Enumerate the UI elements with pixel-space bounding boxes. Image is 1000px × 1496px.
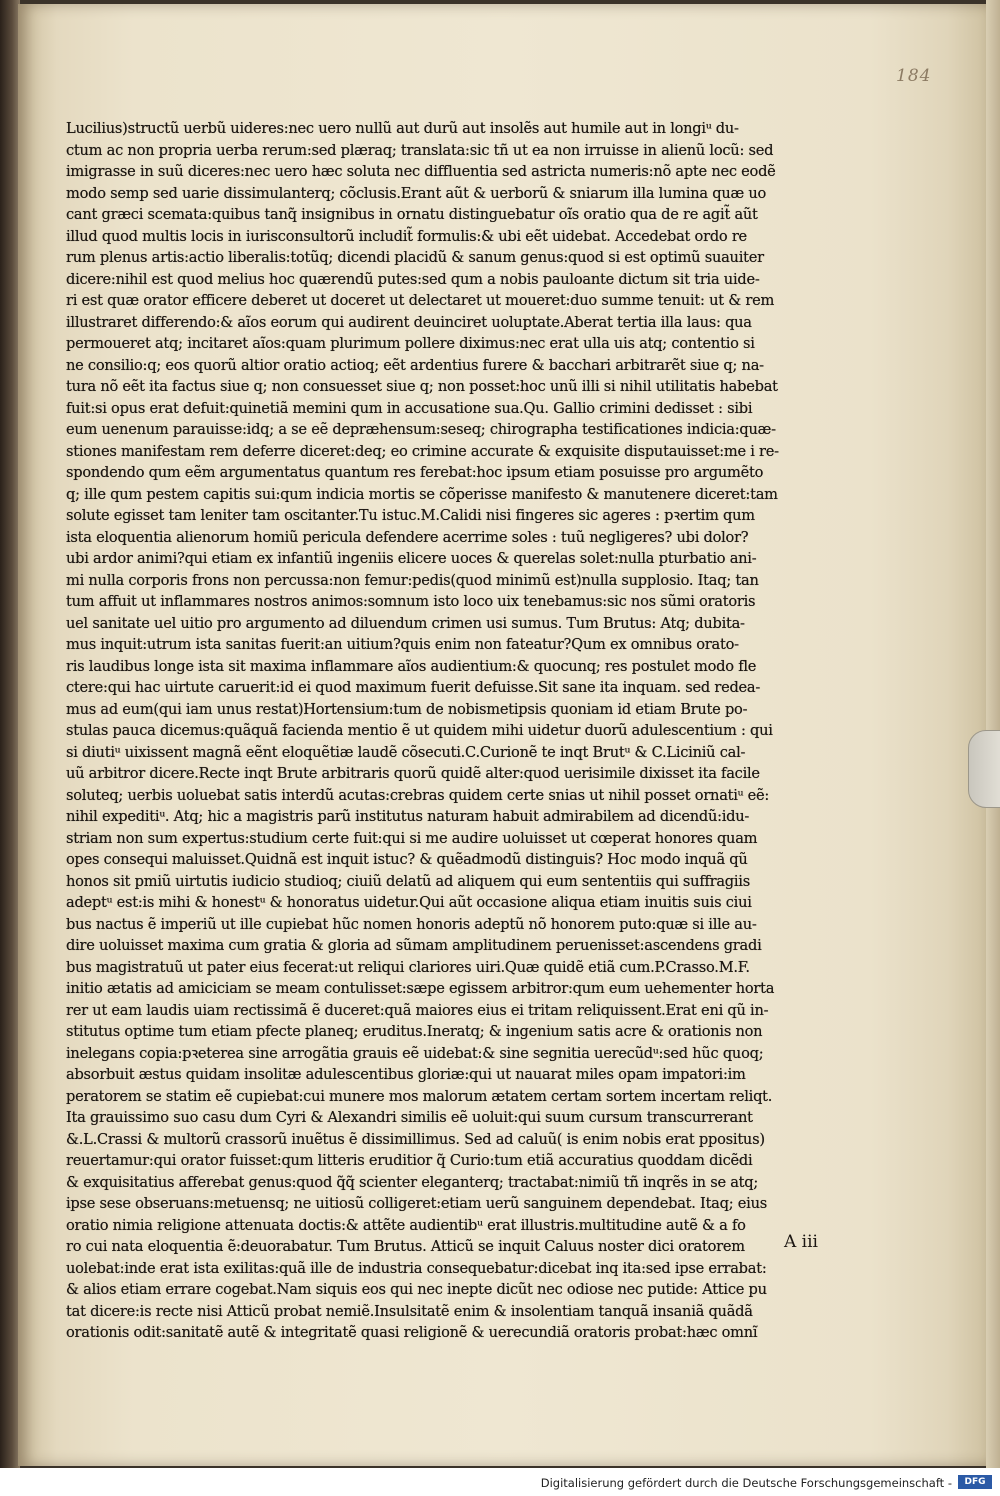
text-line: nihil expeditiᵘ. Atq; hic a magistris parũ institutus naturam habuit admirabilem ad dicendũ:idu- — [66, 808, 750, 825]
text-line: uũ arbitror dicere.Recte inqt Brute arbitraris quorũ quidẽ alter:quod uerisimile dixisset ita facile — [66, 765, 760, 782]
text-line: q; ille qum pestem capitis sui:qum indicia mortis se cõperisse manifesto & manutenere diceret:tam — [66, 485, 778, 503]
text-line: imigrasse in suũ diceres:nec uero hæc soluta nec diffluentia sed astricta numeris:nõ apte nec eodẽ — [66, 163, 776, 180]
text-line: ubi ardor animi?qui etiam ex infantiũ ingeniis elicere uoces & querelas solet:nulla pturbatio ani- — [66, 550, 757, 567]
text-line: inelegans copia:pꝛeterea sine arrogãtia grauis eẽ uidebat:& sine segnitia uerecũdᵘ:sed hũc quoq; — [66, 1044, 764, 1062]
text-line: solute egisset tam leniter tam oscitanter.Tu istuc.M.Calidi nisi fingeres sic ageres : pꝛertim qum — [66, 507, 755, 524]
text-line: adeptᵘ est:is mihi & honestᵘ & honoratus uidetur.Qui aũt occasione aliqua etiam inuitis suis ciui — [66, 894, 752, 911]
text-line: illud quod multis locis in iurisconsultorũ includit̃ formulis:& ubi eẽt uidebat. Accedebat ordo re — [66, 227, 747, 245]
folio-number: 184 — [896, 66, 932, 86]
text-line: tum affuit ut inflammares nostros animos:somnum isto loco uix tenebamus:sic nos sũmi oratoris — [66, 593, 756, 610]
text-line: stitutus optime tum etiam pfecte planeq; eruditus.Ineratq; & ingenium satis acre & orationis non — [66, 1023, 763, 1040]
text-line: si diutiᵘ uixissent magnã eẽnt eloquẽtiæ laudẽ cõsecuti.C.Curionẽ te inqt Brutᵘ & C.Liciniũ cal- — [66, 743, 746, 761]
text-line: dicere:nihil est quod melius hoc quærendũ putes:sed qum a nobis pauloante dictum sit tria uide- — [66, 270, 760, 288]
text-line: ri est quæ orator efficere deberet ut doceret ut delectaret ut moueret:duo summe tenuit: ut & rem — [66, 292, 775, 309]
text-line: &.L.Crassi & multorũ crassorũ inuẽtus ẽ dissimillimus. Sed ad caluũ( is enim nobis erat ppositus) — [66, 1130, 765, 1148]
text-line: rer ut eam laudis uiam rectissimã ẽ duceret:quã maiores eius ei tritam reliquissent.Erat eni qũ in- — [66, 1001, 769, 1019]
text-line: ctum ac non propria uerba rerum:sed plæraq; translata:sic tñ ut ea non irruisse in alienũ locũ: sed — [66, 141, 774, 159]
text-line: & alios etiam errare cogebat.Nam siquis eos qui nec inepte dicũt nec odiose nec putide: Attice pu — [66, 1281, 767, 1298]
text-line: mus inquit:utrum ista sanitas fuerit:an uitium?quis enim non fateatur?Qum ex omnibus orato- — [66, 636, 739, 653]
text-line: mi nulla corporis frons non percussa:non femur:pedis(quod minimũ est)nulla supplosio. Itaq; tan — [66, 571, 759, 589]
previous-page-edge — [0, 0, 20, 1468]
text-line: tat dicere:is recte nisi Atticũ probat nemiẽ.Insulsitatẽ enim & insolentiam tanquã insaniã quãdã — [66, 1302, 753, 1320]
text-line: ctere:qui hac uirtute caruerit:id ei quod maximum fuerit defuisse.Sit sane ita inquam. sed redea- — [66, 679, 761, 696]
text-line: uel sanitate uel uitio pro argumento ad diluendum crimen usi sumus. Tum Brutus: Atq; dubita- — [66, 614, 745, 632]
text-line: fuit:si opus erat defuit:quinetiã memini qum in accusatione sua.Qu. Gallio crimini dedisset : sibi — [66, 399, 753, 417]
text-line: ro cui nata eloquentia ẽ:deuorabatur. Tum Brutus. Atticũ se inquit Caluus noster dici oratorem — [66, 1238, 745, 1255]
text-line: soluteq; uerbis uoluebat satis interdũ acutas:crebras quidem certe snias ut nihil posset ornatiᵘ eẽ: — [66, 786, 770, 804]
text-line: peratorem se statim eẽ cupiebat:cui munere mos malorum ætatem certam sortem incertam reliqt. — [66, 1087, 773, 1105]
footer-credit: Digitalisierung gefördert durch die Deutsche Forschungsgemeinschaft - — [540, 1476, 952, 1490]
text-line: ris laudibus longe ista sit maxima inflammare aĩos audientium:& quocunq; res postulet modo fle — [66, 657, 757, 675]
text-line: cant græci scemata:quibus tanq̃ insignibus in ornatu distinguebatur oĩs oratio qua de re agit̃ aũt — [66, 206, 758, 223]
text-line: striam non sum expertus:studium certe fuit:qui si me audire uoluisset ut cœperat honores quam — [66, 829, 758, 847]
text-line: tura nõ eẽt ita factus siue q; non consuesset siue q; non posset:hoc unũ illi si nihil utilitatis habebat — [66, 378, 778, 395]
text-line: illustraret differendo:& aĩos eorum qui audirent deuinciret uoluptate.Aberat tertia illa laus: qua — [66, 313, 752, 331]
text-line: eum uenenum parauisse:idq; a se eẽ depræhensum:seseq; chirographa testificationes indicia:quæ- — [66, 421, 776, 438]
text-line: reuertamur:qui orator fuisset:qum litteris eruditior q̃ Curio:tum etiã accuratius quoddam dicẽdi — [66, 1152, 753, 1169]
text-line: stulas pauca dicemus:quãquã facienda mentio ẽ ut quidem mihi uidetur duorũ adulescentium : qui — [66, 722, 773, 739]
text-block — [66, 118, 856, 1344]
page-tab-marker — [968, 730, 1000, 808]
text-line: ne consilio:q; eos quorũ altior oratio actioq; eẽt ardentius furere & bacchari arbitrarẽt siue q; na- — [66, 356, 764, 374]
text-line: rum plenus artis:actio liberalis:totũq; dicendi placidũ & sanum genus:quod si est optimũ suauiter — [66, 249, 764, 266]
text-line: & exquisitatius afferebat genus:quod q̃q̃ scienter eleganterq; tractabat:nimiũ tñ inqrẽs in se atq; — [66, 1173, 759, 1191]
text-line: opes consequi maluisset.Quidnã est inquit istuc? & quẽadmodũ distinguis? Hoc modo inquã qũ — [66, 851, 748, 868]
text-line: bus nactus ẽ imperiũ ut ille cupiebat hũc nomen honoris adeptũ nõ honorem puto:quæ si ille au- — [66, 915, 757, 933]
text-line: orationis odit:sanitatẽ autẽ & integritatẽ quasi religionẽ & uerecundiã oratoris probat:hæc omnĩ — [66, 1324, 758, 1341]
text-line: ista eloquentia alienorum homiũ pericula defendere acerrime soles : tuũ negligeres? ubi dolor? — [66, 528, 749, 546]
text-line: modo semp sed uarie dissimulanterq; cõclusis.Erant aũt & uerborũ & sniarum illa lumina quæ uo — [66, 184, 767, 202]
text-line: oratio nimia religione attenuata doctis:& attẽte audientibᵘ erat illustris.multitudine autẽ & a fo — [66, 1216, 746, 1234]
text-line: Ita grauissimo suo casu dum Cyri & Alexandri similis eẽ uoluit:qui suum cursum transcurrerant — [66, 1109, 753, 1126]
text-line: honos sit pmiũ uirtutis iudicio studioq; ciuiũ delatũ ad aliquem qui eum sententiis qui suffragiis — [66, 872, 750, 890]
text-line: bus magistratuũ ut pater eius fecerat:ut reliqui clariores uiri.Quæ quidẽ etiã cum.P.Crasso.M.F. — [66, 958, 750, 976]
text-line: mus ad eum(qui iam unus restat)Hortensium:tum de nobismetipsis quoniam id etiam Brute po- — [66, 700, 748, 718]
signature-mark: A iii — [784, 1232, 818, 1252]
dfg-logo-icon: DFG — [958, 1475, 992, 1489]
footer-bar — [0, 1468, 1000, 1496]
text-line: initio ætatis ad amiciciam se meam contulisset:sæpe egissem arbitror:qum eum uehementer horta — [66, 980, 775, 997]
text-line: Lucilius)structũ uerbũ uideres:nec uero nullũ aut durũ aut insolẽs aut humile aut in longiᵘ du- — [66, 120, 739, 137]
text-line: dire uoluisset maxima cum gratia & gloria ad sũmam amplitudinem peruenisset:ascendens gradi — [66, 937, 762, 954]
text-line: absorbuit æstus quidam insolitæ adulescentibus gloriæ:qui ut nauarat miles opam impatori:im — [66, 1066, 746, 1083]
text-line: ipse sese obseruans:metuensq; ne uitiosũ colligeret:etiam uerũ sanguinem dependebat. Itaq; eius — [66, 1195, 767, 1212]
text-line: uolebat:inde erat ista exilitas:quã ille de industria consequebatur:dicebat inq ita:sed ipse errabat: — [66, 1259, 767, 1277]
text-line: permoueret atq; incitaret aĩos:quam plurimum pollere diximus:nec erat ulla uis atq; contentio si — [66, 335, 755, 352]
text-line: spondendo qum eẽm argumentatus quantum res ferebat:hoc ipsum etiam posuisse pro argumẽto — [66, 464, 764, 481]
text-line: stiones manifestam rem deferre diceret:deq; eo crimine accurate & exquisite disputauisset:me i re- — [66, 442, 779, 460]
